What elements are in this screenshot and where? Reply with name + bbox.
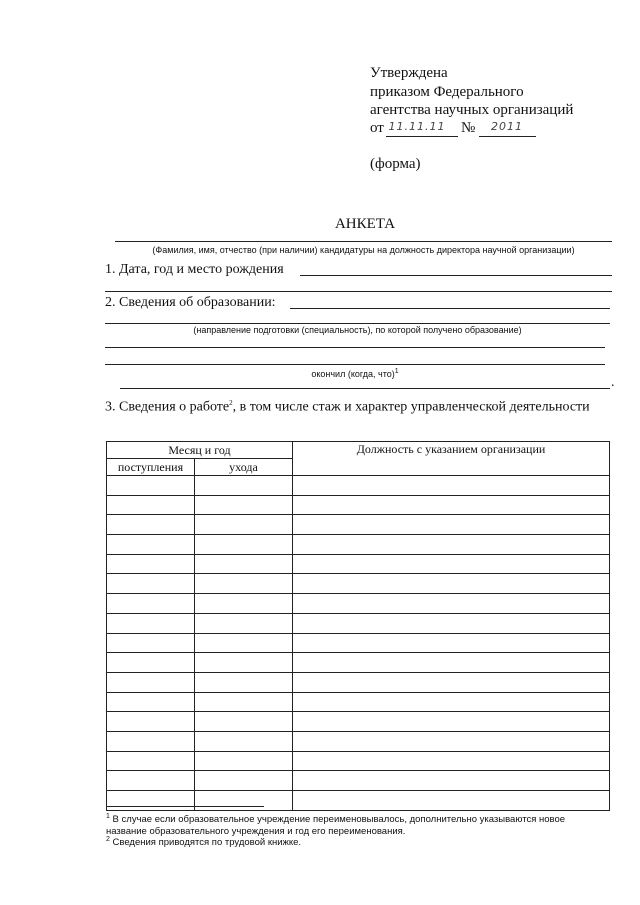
end-cell[interactable] — [195, 633, 293, 653]
position-cell[interactable] — [293, 751, 610, 771]
col-start: поступления — [107, 459, 195, 476]
table-row — [107, 771, 610, 791]
graduated-caption: окончил (когда, что)$^1$ — [311, 368, 399, 379]
table-row — [107, 515, 610, 535]
start-cell[interactable] — [107, 653, 195, 673]
approval-date-prefix: от — [370, 120, 384, 136]
number-underline — [479, 136, 536, 137]
position-cell[interactable] — [293, 712, 610, 732]
table-row — [107, 791, 610, 811]
education-line-2 — [105, 323, 610, 324]
table-body — [107, 476, 610, 811]
end-cell[interactable] — [195, 613, 293, 633]
table-row — [107, 476, 610, 496]
start-cell[interactable] — [107, 791, 195, 811]
position-cell[interactable] — [293, 554, 610, 574]
table-row — [107, 653, 610, 673]
end-cell[interactable] — [195, 476, 293, 496]
position-cell[interactable] — [293, 476, 610, 496]
footnote-separator — [106, 806, 264, 807]
table-row — [107, 692, 610, 712]
table-row — [107, 594, 610, 614]
end-cell[interactable] — [195, 751, 293, 771]
position-cell[interactable] — [293, 613, 610, 633]
footnote-1: $^1$ В случае если образовательное учреждение переименовывалось, дополнительно указываются новое название образовательного учреждения и год его переименования. — [106, 813, 566, 838]
col-month-year: Месяц и год — [107, 442, 293, 459]
position-cell[interactable] — [293, 791, 610, 811]
table-row — [107, 574, 610, 594]
position-cell[interactable] — [293, 495, 610, 515]
table-row — [107, 613, 610, 633]
position-cell[interactable] — [293, 771, 610, 791]
approval-number-prefix: № — [461, 120, 476, 136]
table-row — [107, 633, 610, 653]
end-cell[interactable] — [195, 535, 293, 555]
document-title: АНКЕТА — [334, 216, 396, 232]
section-2-label: 2. Сведения об образовании: — [105, 295, 276, 310]
position-cell[interactable] — [293, 594, 610, 614]
table-row — [107, 731, 610, 751]
fio-caption: (Фамилия, имя, отчество (при наличии) кандидатуры на должность директора научной организации) — [152, 245, 575, 255]
end-cell[interactable] — [195, 594, 293, 614]
work-history-table — [106, 441, 610, 811]
position-cell[interactable] — [293, 653, 610, 673]
start-cell[interactable] — [107, 751, 195, 771]
start-cell[interactable] — [107, 554, 195, 574]
start-cell[interactable] — [107, 731, 195, 751]
speciality-caption: (направление подготовки (специальность), по которой получено образование) — [193, 325, 522, 335]
section-3-label: 3. Сведения о работе$^2$, в том числе стаж и характер управленческой деятельности — [105, 399, 590, 415]
position-cell[interactable] — [293, 574, 610, 594]
start-cell[interactable] — [107, 574, 195, 594]
end-cell[interactable] — [195, 692, 293, 712]
approval-line-1: Утверждена — [370, 65, 448, 81]
end-cell[interactable] — [195, 574, 293, 594]
end-cell[interactable] — [195, 515, 293, 535]
start-cell[interactable] — [107, 613, 195, 633]
end-cell[interactable] — [195, 791, 293, 811]
position-cell[interactable] — [293, 535, 610, 555]
start-cell[interactable] — [107, 495, 195, 515]
start-cell[interactable] — [107, 771, 195, 791]
start-cell[interactable] — [107, 515, 195, 535]
approval-number-value: 2011 — [491, 120, 523, 133]
birth-line-1 — [300, 275, 612, 276]
period-mark: . — [611, 375, 615, 390]
start-cell[interactable] — [107, 476, 195, 496]
end-cell[interactable] — [195, 712, 293, 732]
col-position: Должность с указанием организации — [293, 442, 610, 476]
form-label: (форма) — [370, 156, 421, 172]
end-cell[interactable] — [195, 653, 293, 673]
position-cell[interactable] — [293, 692, 610, 712]
education-line-1 — [290, 308, 610, 309]
end-cell[interactable] — [195, 771, 293, 791]
date-underline — [386, 136, 458, 137]
start-cell[interactable] — [107, 692, 195, 712]
education-line-4 — [105, 364, 605, 365]
approval-line-3: агентства научных организаций — [370, 102, 574, 118]
birth-line-2 — [105, 291, 612, 292]
education-line-3 — [105, 347, 605, 348]
start-cell[interactable] — [107, 633, 195, 653]
position-cell[interactable] — [293, 672, 610, 692]
start-cell[interactable] — [107, 672, 195, 692]
table-row — [107, 535, 610, 555]
approval-line-2: приказом Федерального — [370, 84, 524, 100]
table-row — [107, 554, 610, 574]
start-cell[interactable] — [107, 594, 195, 614]
education-line-5 — [120, 388, 610, 389]
table-row — [107, 672, 610, 692]
table-row — [107, 751, 610, 771]
approval-date-value: 11.11.11 — [388, 120, 446, 133]
end-cell[interactable] — [195, 672, 293, 692]
table-row — [107, 495, 610, 515]
fio-line — [115, 241, 612, 242]
end-cell[interactable] — [195, 731, 293, 751]
start-cell[interactable] — [107, 535, 195, 555]
end-cell[interactable] — [195, 495, 293, 515]
table-row — [107, 712, 610, 732]
footnote-2: $^2$ Сведения приводятся по трудовой книжке. — [106, 836, 302, 849]
end-cell[interactable] — [195, 554, 293, 574]
position-cell[interactable] — [293, 731, 610, 751]
col-end: ухода — [195, 459, 293, 476]
section-1-label: 1. Дата, год и место рождения — [105, 262, 284, 277]
start-cell[interactable] — [107, 712, 195, 732]
position-cell[interactable] — [293, 633, 610, 653]
position-cell[interactable] — [293, 515, 610, 535]
